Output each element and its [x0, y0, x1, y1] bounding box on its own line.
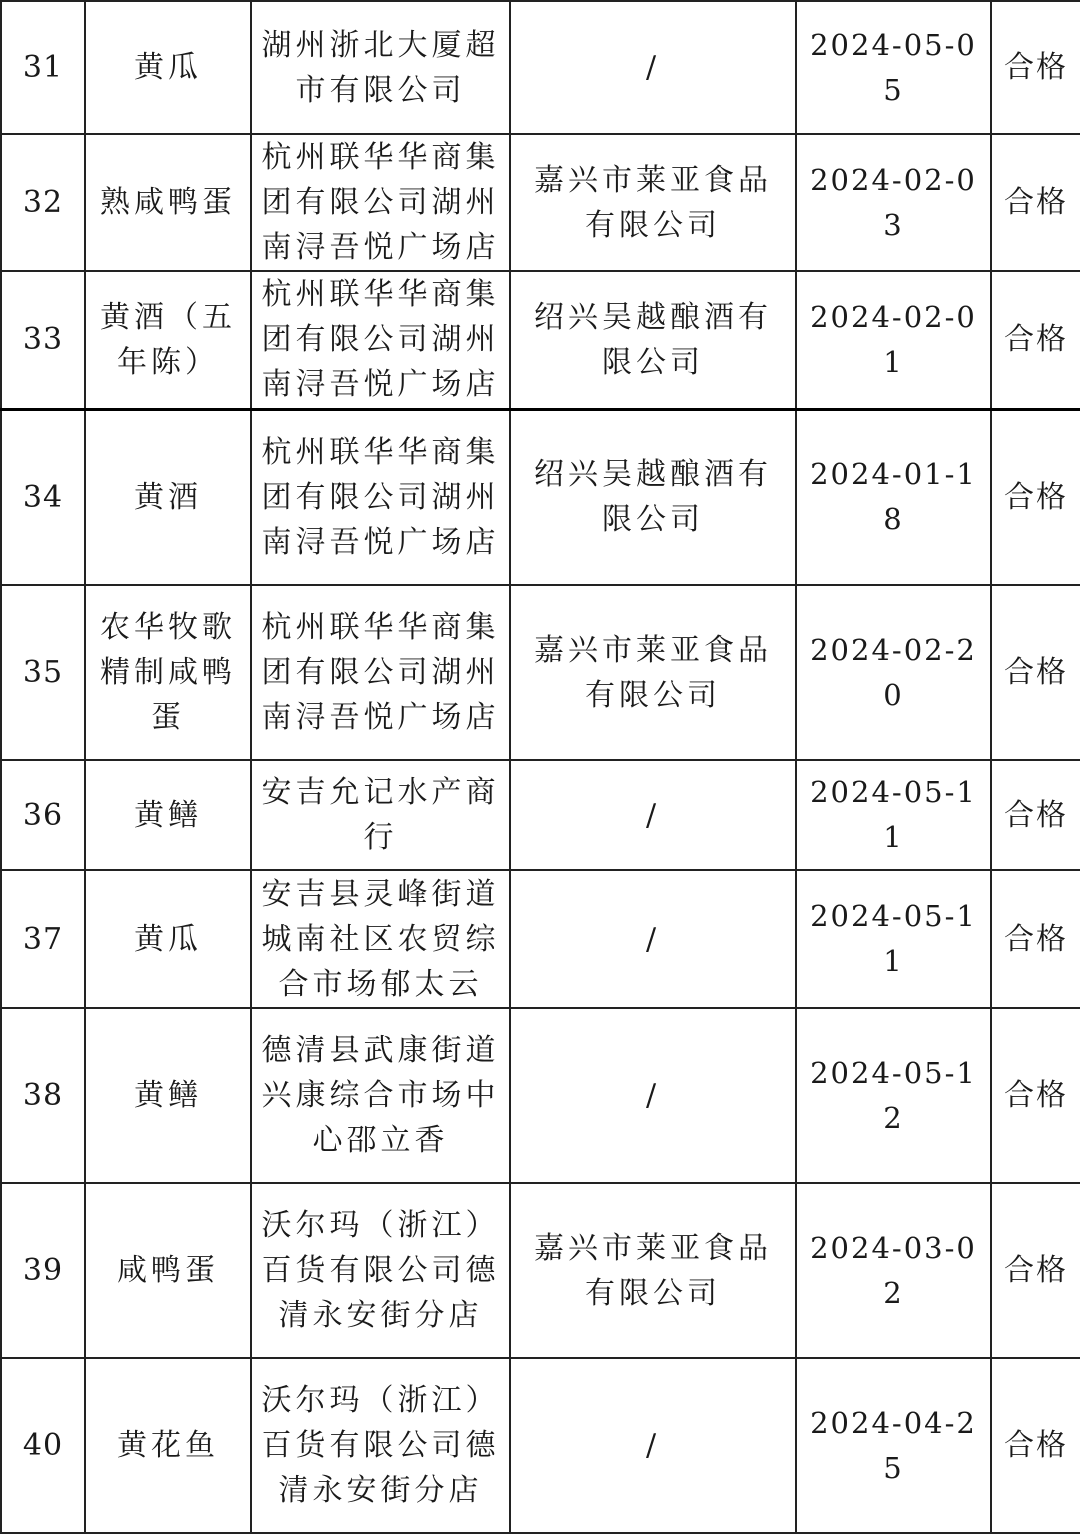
manufacturer: /	[510, 1008, 796, 1183]
sampled-unit: 沃尔玛（浙江）百货有限公司德清永安街分店	[251, 1183, 510, 1358]
test-result: 合格	[991, 1183, 1080, 1358]
manufacturer: 嘉兴市莱亚食品有限公司	[510, 134, 796, 271]
sampled-unit: 安吉县灵峰街道城南社区农贸综合市场郁太云	[251, 870, 510, 1008]
row-number: 40	[1, 1358, 85, 1533]
manufacturer: /	[510, 1, 796, 134]
product-name: 黄瓜	[85, 1, 251, 134]
row-number: 37	[1, 870, 85, 1008]
table-row	[1, 870, 1080, 1008]
row-number: 39	[1, 1183, 85, 1358]
row-number: 32	[1, 134, 85, 271]
production-date: 2024-05-11	[796, 870, 991, 1008]
product-name: 黄酒（五年陈）	[85, 271, 251, 409]
test-result: 合格	[991, 585, 1080, 760]
product-name: 黄酒	[85, 409, 251, 585]
row-number: 36	[1, 760, 85, 870]
manufacturer: /	[510, 1358, 796, 1533]
table-row	[1, 1008, 1080, 1183]
product-name: 黄花鱼	[85, 1358, 251, 1533]
product-name: 黄鳝	[85, 760, 251, 870]
sampled-unit: 杭州联华华商集团有限公司湖州南浔吾悦广场店	[251, 409, 510, 585]
sampled-unit: 杭州联华华商集团有限公司湖州南浔吾悦广场店	[251, 585, 510, 760]
table-row	[1, 409, 1080, 585]
manufacturer: /	[510, 870, 796, 1008]
product-name: 熟咸鸭蛋	[85, 134, 251, 271]
production-date: 2024-02-20	[796, 585, 991, 760]
test-result: 合格	[991, 271, 1080, 409]
manufacturer: 嘉兴市莱亚食品有限公司	[510, 1183, 796, 1358]
production-date: 2024-03-02	[796, 1183, 991, 1358]
test-result: 合格	[991, 134, 1080, 271]
table-row	[1, 134, 1080, 271]
test-result: 合格	[991, 1358, 1080, 1533]
production-date: 2024-05-11	[796, 760, 991, 870]
production-date: 2024-05-05	[796, 1, 991, 134]
manufacturer: 绍兴吴越酿酒有限公司	[510, 409, 796, 585]
manufacturer: 绍兴吴越酿酒有限公司	[510, 271, 796, 409]
test-result: 合格	[991, 870, 1080, 1008]
sampled-unit: 安吉允记水产商行	[251, 760, 510, 870]
row-number: 34	[1, 409, 85, 585]
product-name: 农华牧歌精制咸鸭蛋	[85, 585, 251, 760]
sampled-unit: 杭州联华华商集团有限公司湖州南浔吾悦广场店	[251, 271, 510, 409]
table-row	[1, 1183, 1080, 1358]
table-row	[1, 760, 1080, 870]
production-date: 2024-05-12	[796, 1008, 991, 1183]
table-row	[1, 1, 1080, 134]
product-name: 黄鳝	[85, 1008, 251, 1183]
product-name: 咸鸭蛋	[85, 1183, 251, 1358]
sampled-unit: 杭州联华华商集团有限公司湖州南浔吾悦广场店	[251, 134, 510, 271]
test-result: 合格	[991, 1008, 1080, 1183]
sampled-unit: 沃尔玛（浙江）百货有限公司德清永安街分店	[251, 1358, 510, 1533]
production-date: 2024-04-25	[796, 1358, 991, 1533]
table-row	[1, 271, 1080, 409]
product-name: 黄瓜	[85, 870, 251, 1008]
production-date: 2024-02-01	[796, 271, 991, 409]
test-result: 合格	[991, 760, 1080, 870]
test-result: 合格	[991, 1, 1080, 134]
production-date: 2024-02-03	[796, 134, 991, 271]
row-number: 35	[1, 585, 85, 760]
row-number: 38	[1, 1008, 85, 1183]
row-number: 33	[1, 271, 85, 409]
table-row	[1, 1358, 1080, 1533]
row-number: 31	[1, 1, 85, 134]
test-result: 合格	[991, 409, 1080, 585]
manufacturer: /	[510, 760, 796, 870]
production-date: 2024-01-18	[796, 409, 991, 585]
table-row	[1, 585, 1080, 760]
manufacturer: 嘉兴市莱亚食品有限公司	[510, 585, 796, 760]
sampled-unit: 湖州浙北大厦超市有限公司	[251, 1, 510, 134]
sampled-unit: 德清县武康街道兴康综合市场中心邵立香	[251, 1008, 510, 1183]
